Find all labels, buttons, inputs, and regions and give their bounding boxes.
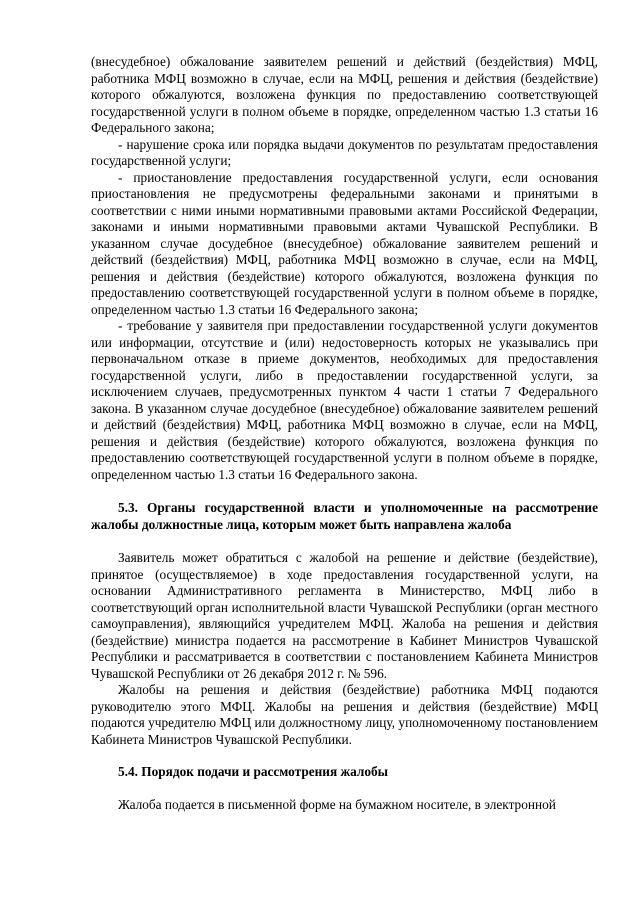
- paragraph-mfc-complaints: Жалобы на решения и действия (бездействие) работника МФЦ подаются руководителю этого МФЦ. Жалобы на решения и действия (бездействие) МФЦ подаются учредителю МФЦ или должностному лицу, уполномоченному постановлением Кабинета Министров Чувашской Республики.: [91, 682, 598, 747]
- paragraph-complaint-form: Жалоба подается в письменной форме на бумажном носителе, в электронной: [118, 796, 556, 812]
- paragraph-document-requirement: - требование у заявителя при предоставлении государственной услуги документов или информации, отсутствие и (или) недостоверность которых не указывались при первоначальном отказе в приеме документов, необходимых для предоставления государственной услуги, либо в предоставлении государственной услуги, за исключением случаев, предусмотренных пунктом 4 части 1 статьи 7 Федерального закона. В указанном случае досудебное (внесудебное) обжалование заявителем решений и действий (бездействия) МФЦ, работника МФЦ возможно в случае, если на МФЦ, решения и действия (бездействие) которого обжалуются, возложена функция по предоставлению соответствующей государственной услуги в полном объеме в порядке, определенном частью 1.3 статьи 16 Федерального закона.: [91, 318, 598, 482]
- paragraph-complaint-recipients: Заявитель может обратиться с жалобой на решение и действие (бездействие), принятое (осуществляемое) в ходе предоставления государственной услуги, на основании Административного регламента в Министерство, МФЦ либо в соответствующий орган исполнительной власти Чувашской Республики (орган местного самоуправления), являющийся учредителем МФЦ. Жалоба на решения и действия (бездействие) министра подается на рассмотрение в Кабинет Министров Чувашской Республики и рассматривается в соответствии с постановлением Кабинета Министров Чувашской Республики от 26 декабря 2012 г. № 596.: [91, 550, 598, 681]
- paragraph-service-suspension: - приостановление предоставления государственной услуги, если основания приостановления не предусмотрены федеральными законами и принятыми в соответствии с ними иными нормативными правовыми актами Российской Федерации, законами и иными нормативными правовыми актами Чувашской Республики. В указанном случае досудебное (внесудебное) обжалование заявителем решений и действий (бездействия) МФЦ, работника МФЦ возможно в случае, если на МФЦ, решения и действия (бездействие) которого обжалуются, возложена функция по предоставлению соответствующей государственной услуги в полном объеме в порядке, определенном частью 1.3 статьи 16 Федерального закона;: [91, 169, 598, 317]
- section-heading-5-3: 5.3. Органы государственной власти и уполномоченные на рассмотрение жалобы должностные лица, которым может быть направлена жалоба: [91, 500, 598, 532]
- section-heading-5-4: 5.4. Порядок подачи и рассмотрения жалобы: [118, 764, 389, 779]
- paragraph-appeal-mfc: (внесудебное) обжалование заявителем решений и действий (бездействия) МФЦ, работника МФЦ возможно в случае, если на МФЦ, решения и действия (бездействие) которого обжалуются, возложена функция по предоставлению соответствующей государственной услуги в полном объеме в порядке, определенном частью 1.3 статьи 16 Федерального закона;: [91, 54, 598, 135]
- paragraph-deadline-violation: - нарушение срока или порядка выдачи документов по результатам предоставления государственной услуги;: [91, 136, 598, 168]
